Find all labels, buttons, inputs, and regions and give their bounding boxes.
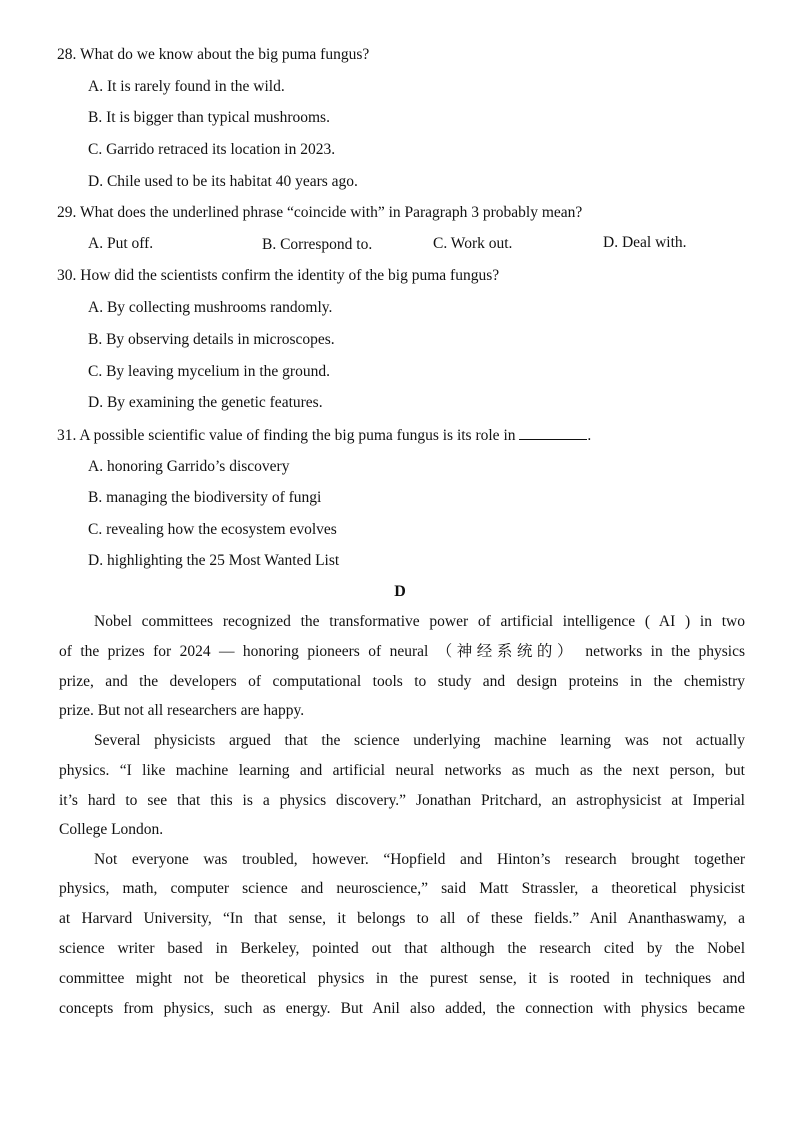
option-c: C. revealing how the ecosystem evolves	[88, 521, 337, 538]
option-b: B. It is bigger than typical mushrooms.	[88, 109, 330, 126]
question-text: What do we know about the big puma fungus?	[79, 46, 370, 63]
option-a: A. It is rarely found in the wild.	[88, 78, 285, 95]
question-stem	[57, 266, 499, 286]
paragraph-line: science writer based in Berkeley, pointed out that although the research cited by the Nobel	[59, 940, 745, 957]
question-number: 28.	[57, 46, 77, 63]
option-a: A. Put off.	[88, 235, 154, 252]
answer-blank	[519, 425, 587, 440]
question-stem	[57, 45, 369, 65]
option-c: C. By leaving mycelium in the ground.	[88, 363, 330, 380]
paragraph-line: prize. But not all researchers are happy.	[59, 702, 305, 719]
option-d: D. Deal with.	[603, 234, 687, 251]
paragraph-line: at Harvard University, “In that sense, it belongs to all of these fields.” Anil Ananthaswamy, a	[59, 910, 745, 927]
paragraph-line-text: Not everyone was troubled, however. “Hopfield and Hinton’s research brought together	[94, 851, 745, 868]
passage-heading: D	[394, 583, 406, 600]
paragraph-line	[59, 612, 745, 632]
option-b: B. managing the biodiversity of fungi	[88, 489, 322, 506]
option-d: D. Chile used to be its habitat 40 years ago.	[88, 173, 358, 190]
paragraph-line-text: Several physicists argued that the science underlying machine learning was not actually	[94, 732, 745, 749]
option-a: A. honoring Garrido’s discovery	[88, 458, 290, 475]
question-number: 31.	[57, 427, 77, 444]
paragraph-line: prize, and the developers of computational tools to study and design proteins in the chemistry	[59, 673, 745, 690]
question-number: 30.	[57, 267, 77, 284]
paragraph-line	[59, 850, 745, 870]
question-end: .	[587, 427, 592, 444]
option-a: A. By collecting mushrooms randomly.	[88, 299, 333, 316]
option-b: B. By observing details in microscopes.	[88, 331, 335, 348]
question-stem	[57, 203, 582, 223]
option-c: C. Work out.	[433, 235, 513, 252]
paragraph-line	[59, 731, 745, 751]
option-c: C. Garrido retraced its location in 2023.	[88, 141, 336, 158]
question-number: 29.	[57, 204, 77, 221]
question-text: What does the underlined phrase “coincide with” in Paragraph 3 probably mean?	[79, 204, 583, 221]
paragraph-line-text: Nobel committees recognized the transformative power of artificial intelligence ( AI ) in two	[94, 613, 745, 630]
question-text: A possible scientific value of finding the big puma fungus is its role in	[79, 427, 516, 444]
option-d: D. By examining the genetic features.	[88, 394, 323, 411]
option-b: B. Correspond to.	[262, 236, 373, 253]
paragraph-line: it’s hard to see that this is a physics discovery.” Jonathan Pritchard, an astrophysicist at Imperial	[59, 792, 745, 809]
paragraph-line: concepts from physics, such as energy. But Anil also added, the connection with physics became	[59, 1000, 745, 1017]
paragraph-line: of the prizes for 2024 — honoring pioneers of neural （神经系统的） networks in the physics	[59, 643, 745, 660]
question-text: How did the scientists confirm the identity of the big puma fungus?	[80, 267, 500, 284]
option-d: D. highlighting the 25 Most Wanted List	[88, 552, 340, 569]
paragraph-line: physics. “I like machine learning and artificial neural networks as much as the next person, but	[59, 762, 745, 779]
question-stem	[57, 425, 591, 446]
paragraph-line: College London.	[59, 821, 164, 838]
paragraph-line: physics, math, computer science and neuroscience,” said Matt Strassler, a theoretical physicist	[59, 880, 745, 897]
paragraph-line: committee might not be theoretical physics in the purest sense, it is rooted in techniques and	[59, 970, 745, 987]
